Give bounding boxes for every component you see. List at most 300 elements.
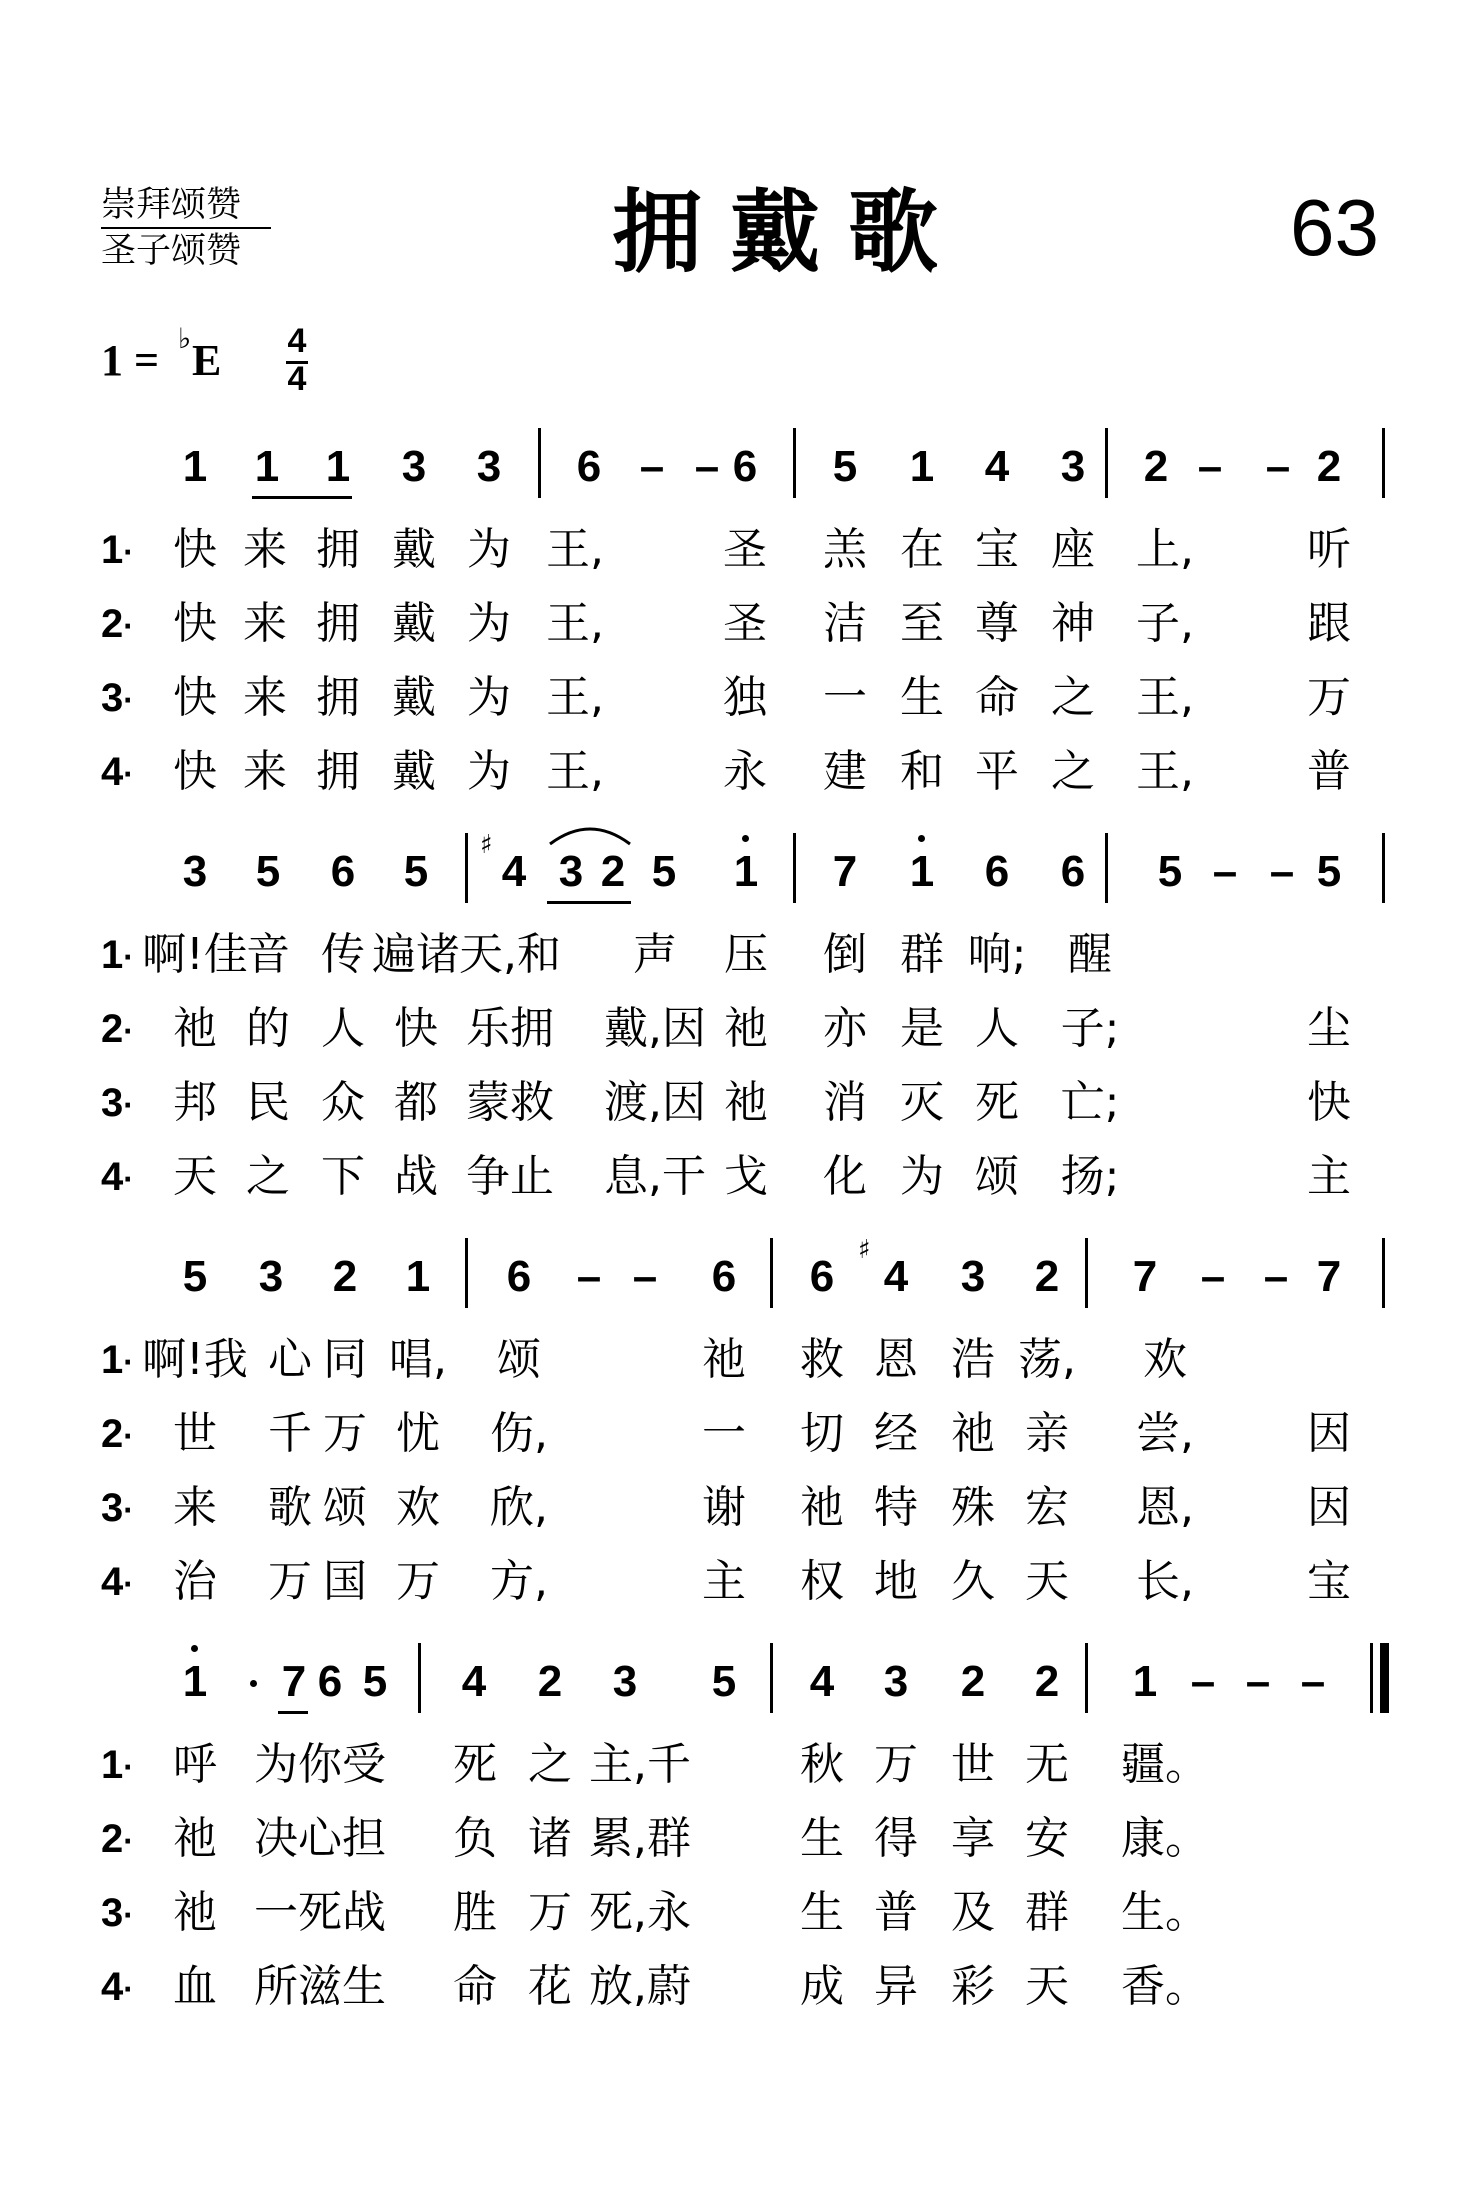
note: 1 — [182, 1657, 208, 1706]
barline — [1085, 1643, 1088, 1713]
note: 7 — [832, 847, 858, 896]
barline — [418, 1643, 421, 1713]
note: 5 — [255, 847, 281, 896]
lyric-syllable: 疆。 — [1121, 1739, 1209, 1790]
barline — [1382, 1238, 1385, 1308]
lyric-syllable: 诸 — [528, 1813, 572, 1864]
lyric-syllable: 天 — [173, 1151, 217, 1202]
key-signature — [101, 336, 159, 386]
lyric-syllable: 主,千 — [589, 1739, 691, 1790]
lyric-syllable: 永 — [723, 746, 767, 797]
lyric-syllable: 戴 — [392, 672, 436, 723]
note: 2 — [1316, 442, 1342, 491]
lyric-syllable: 拥 — [316, 746, 360, 797]
note: 2 — [332, 1252, 358, 1301]
lyric-syllable: 生 — [900, 672, 944, 723]
lyric-syllable: 千 — [268, 1408, 312, 1459]
note: – — [1265, 442, 1291, 491]
lyric-syllable: 祂 — [173, 1887, 217, 1938]
lyric-syllable: 决心担 — [254, 1813, 386, 1864]
lyric-syllable: 命 — [975, 672, 1019, 723]
lyric-syllable: 为你受 — [254, 1739, 386, 1790]
lyric-syllable: 来 — [173, 1482, 217, 1533]
lyric-syllable: 方, — [490, 1556, 548, 1607]
lyric-syllable: 一 — [702, 1408, 746, 1459]
lyric-syllable: 之 — [1051, 746, 1095, 797]
eighth-underline — [252, 496, 352, 499]
note: 6 — [317, 1657, 343, 1706]
lyric-syllable: 伤, — [490, 1408, 548, 1459]
lyric-syllable: 拥 — [316, 598, 360, 649]
note: 3 — [612, 1657, 638, 1706]
lyric-syllable: 跟 — [1307, 598, 1351, 649]
lyric-syllable: 特 — [874, 1482, 918, 1533]
time-signature-top: 4 — [287, 322, 307, 360]
lyric-syllable: 死,永 — [589, 1887, 691, 1938]
note: 3 — [182, 847, 208, 896]
note: – — [694, 442, 720, 491]
lyric-syllable: 一死战 — [254, 1887, 386, 1938]
category-divider — [101, 227, 271, 229]
verse-number: 1· — [101, 528, 134, 572]
lyric-syllable: 王, — [1136, 672, 1194, 723]
note: 5 — [362, 1657, 388, 1706]
lyric-syllable: 遍诸 — [372, 929, 460, 980]
lyric-syllable: 之 — [246, 1151, 290, 1202]
lyric-syllable: 唱, — [389, 1334, 447, 1385]
note: 5 — [711, 1657, 737, 1706]
verse-number: 3· — [101, 1486, 134, 1530]
lyric-syllable: 万 — [268, 1556, 312, 1607]
lyric-syllable: 蒙救 — [466, 1077, 554, 1128]
verse-number: 2· — [101, 1412, 134, 1456]
lyric-syllable: 听 — [1307, 524, 1351, 575]
tie-arc — [545, 818, 635, 848]
lyric-syllable: 来 — [243, 746, 287, 797]
eighth-underline — [547, 901, 631, 904]
lyric-syllable: 洁 — [823, 598, 867, 649]
lyric-syllable: 尘 — [1307, 1003, 1351, 1054]
note: – — [1269, 847, 1295, 896]
lyric-syllable: 之 — [528, 1739, 572, 1790]
hymn-number: 63 — [1290, 183, 1379, 272]
lyric-syllable: 胜 — [453, 1887, 497, 1938]
verse-number: 4· — [101, 1560, 134, 1604]
lyric-syllable: 民 — [246, 1077, 290, 1128]
lyric-syllable: 传 — [321, 929, 365, 980]
lyric-syllable: 长, — [1136, 1556, 1194, 1607]
lyric-syllable: 至 — [900, 598, 944, 649]
lyric-syllable: 呼 — [173, 1739, 217, 1790]
lyric-syllable: 啊!我 — [142, 1334, 248, 1385]
note: – — [1263, 1252, 1289, 1301]
note: 6 — [984, 847, 1010, 896]
lyric-syllable: 颂 — [497, 1334, 541, 1385]
lyric-syllable: 得 — [874, 1813, 918, 1864]
lyric-syllable: 地 — [874, 1556, 918, 1607]
note: – — [639, 442, 665, 491]
lyric-syllable: 啊!佳 — [142, 929, 248, 980]
lyric-syllable: 来 — [243, 672, 287, 723]
note: 3 — [401, 442, 427, 491]
verse-number: 2· — [101, 1817, 134, 1861]
lyric-syllable: 康。 — [1121, 1813, 1209, 1864]
lyric-syllable: 王, — [546, 598, 604, 649]
lyric-syllable: 来 — [243, 598, 287, 649]
lyric-syllable: 声 — [633, 929, 677, 980]
lyric-syllable: 的 — [246, 1003, 290, 1054]
note: 4 — [501, 847, 527, 896]
lyric-syllable: 压 — [724, 929, 768, 980]
note: 5 — [1157, 847, 1183, 896]
lyric-syllable: 独 — [723, 672, 767, 723]
note: 3 — [258, 1252, 284, 1301]
lyric-syllable: 国 — [323, 1556, 367, 1607]
lyric-syllable: 上, — [1136, 524, 1194, 575]
lyric-syllable: 和 — [900, 746, 944, 797]
note: 1 — [254, 442, 280, 491]
lyric-syllable: 祂 — [173, 1813, 217, 1864]
lyric-syllable: 花 — [528, 1961, 572, 2012]
verse-number: 1· — [101, 1743, 134, 1787]
lyric-syllable: 欢 — [1143, 1334, 1187, 1385]
note: 5 — [832, 442, 858, 491]
lyric-syllable: 死 — [453, 1739, 497, 1790]
barline — [1085, 1238, 1088, 1308]
barline — [538, 428, 541, 498]
flat-sign: ♭ — [178, 322, 192, 355]
note: 4 — [461, 1657, 487, 1706]
note: 6 — [1060, 847, 1086, 896]
barline — [1382, 428, 1385, 498]
octave-dot — [918, 835, 925, 842]
lyric-syllable: 欢 — [396, 1482, 440, 1533]
note: 1 — [182, 442, 208, 491]
lyric-syllable: 戴,因 — [604, 1003, 706, 1054]
lyric-syllable: 战 — [394, 1151, 438, 1202]
lyric-syllable: 息,干 — [604, 1151, 706, 1202]
lyric-syllable: 死 — [975, 1077, 1019, 1128]
key-letter: E — [192, 336, 222, 385]
category-bottom: 圣子颂赞 — [101, 231, 242, 271]
note: 5 — [651, 847, 677, 896]
note: 1 — [405, 1252, 431, 1301]
note: 5 — [403, 847, 429, 896]
lyric-syllable: 为 — [467, 672, 511, 723]
lyric-syllable: 血 — [173, 1961, 217, 2012]
verse-number: 4· — [101, 750, 134, 794]
lyric-syllable: 戴 — [392, 746, 436, 797]
lyric-syllable: 同 — [323, 1334, 367, 1385]
lyric-syllable: 扬; — [1060, 1151, 1120, 1202]
note: 6 — [330, 847, 356, 896]
note: 2 — [600, 847, 626, 896]
lyric-syllable: 是 — [900, 1003, 944, 1054]
lyric-syllable: 浩 — [951, 1334, 995, 1385]
lyric-syllable: 尝, — [1136, 1408, 1194, 1459]
lyric-syllable: 圣 — [723, 598, 767, 649]
lyric-syllable: 王, — [546, 524, 604, 575]
lyric-syllable: 恩, — [1136, 1482, 1194, 1533]
lyric-syllable: 万 — [323, 1408, 367, 1459]
lyric-syllable: 为 — [467, 598, 511, 649]
verse-number: 1· — [101, 1338, 134, 1382]
lyric-syllable: 宝 — [975, 524, 1019, 575]
lyric-syllable: 权 — [800, 1556, 844, 1607]
note: 3 — [960, 1252, 986, 1301]
lyric-syllable: 群 — [1025, 1887, 1069, 1938]
lyric-syllable: 累,群 — [589, 1813, 691, 1864]
note: 7 — [1132, 1252, 1158, 1301]
lyric-syllable: 欣, — [490, 1482, 548, 1533]
note: – — [1190, 1657, 1216, 1706]
lyric-syllable: 争止 — [466, 1151, 554, 1202]
lyric-syllable: 秋 — [800, 1739, 844, 1790]
lyric-syllable: 荡, — [1018, 1334, 1076, 1385]
barline — [770, 1238, 773, 1308]
lyric-syllable: 祂 — [702, 1334, 746, 1385]
lyric-syllable: 快 — [173, 672, 217, 723]
octave-dot — [250, 1680, 257, 1687]
verse-number: 1· — [101, 933, 134, 977]
note: 4 — [984, 442, 1010, 491]
note: 6 — [711, 1252, 737, 1301]
note: – — [1300, 1657, 1326, 1706]
lyric-syllable: 亲 — [1025, 1408, 1069, 1459]
lyric-syllable: 因 — [1307, 1482, 1351, 1533]
note: 4 — [809, 1657, 835, 1706]
lyric-syllable: 经 — [874, 1408, 918, 1459]
barline — [770, 1643, 773, 1713]
lyric-syllable: 万 — [528, 1887, 572, 1938]
lyric-syllable: 异 — [874, 1961, 918, 2012]
lyric-syllable: 人 — [321, 1003, 365, 1054]
lyric-syllable: 所滋生 — [254, 1961, 386, 2012]
lyric-syllable: 无 — [1025, 1739, 1069, 1790]
lyric-syllable: 下 — [321, 1151, 365, 1202]
lyric-syllable: 生 — [800, 1887, 844, 1938]
lyric-syllable: 亦 — [823, 1003, 867, 1054]
lyric-syllable: 生。 — [1121, 1887, 1209, 1938]
category-top: 崇拜颂赞 — [101, 185, 242, 225]
octave-dot — [191, 1645, 198, 1652]
eighth-underline — [278, 1711, 308, 1714]
lyric-syllable: 天 — [1025, 1556, 1069, 1607]
note: 1 — [909, 847, 935, 896]
note: 3 — [883, 1657, 909, 1706]
lyric-syllable: 恩 — [874, 1334, 918, 1385]
lyric-syllable: 命 — [453, 1961, 497, 2012]
lyric-syllable: 颂 — [975, 1151, 1019, 1202]
lyric-syllable: 乐拥 — [466, 1003, 554, 1054]
lyric-syllable: 拥 — [316, 672, 360, 723]
lyric-syllable: 快 — [1307, 1077, 1351, 1128]
lyric-syllable: 戈 — [724, 1151, 768, 1202]
lyric-syllable: 都 — [394, 1077, 438, 1128]
lyric-syllable: 亡; — [1060, 1077, 1120, 1128]
lyric-syllable: 世 — [951, 1739, 995, 1790]
lyric-syllable: 主 — [702, 1556, 746, 1607]
lyric-syllable: 渡,因 — [604, 1077, 706, 1128]
note: 1 — [325, 442, 351, 491]
note: 3 — [558, 847, 584, 896]
lyric-syllable: 座 — [1051, 524, 1095, 575]
note: 6 — [732, 442, 758, 491]
lyric-syllable: 忧 — [396, 1408, 440, 1459]
lyric-syllable: 谢 — [702, 1482, 746, 1533]
note: 1 — [1132, 1657, 1158, 1706]
barline — [793, 833, 796, 903]
lyric-syllable: 邦 — [173, 1077, 217, 1128]
lyric-syllable: 久 — [951, 1556, 995, 1607]
lyric-syllable: 天,和 — [459, 929, 561, 980]
lyric-syllable: 切 — [800, 1408, 844, 1459]
lyric-syllable: 为 — [900, 1151, 944, 1202]
sharp-sign: ♯ — [480, 830, 493, 860]
note: 6 — [576, 442, 602, 491]
lyric-syllable: 灭 — [900, 1077, 944, 1128]
lyric-syllable: 快 — [394, 1003, 438, 1054]
lyric-syllable: 群 — [900, 929, 944, 980]
lyric-syllable: 生 — [800, 1813, 844, 1864]
category-block — [101, 183, 271, 283]
lyric-syllable: 王, — [546, 672, 604, 723]
verse-number: 4· — [101, 1965, 134, 2009]
lyric-syllable: 享 — [951, 1813, 995, 1864]
lyric-syllable: 平 — [975, 746, 1019, 797]
note: – — [632, 1252, 658, 1301]
octave-dot — [742, 835, 749, 842]
lyric-syllable: 祂 — [800, 1482, 844, 1533]
verse-number: 3· — [101, 1891, 134, 1935]
lyric-syllable: 彩 — [951, 1961, 995, 2012]
lyric-syllable: 殊 — [951, 1482, 995, 1533]
lyric-syllable: 尊 — [975, 598, 1019, 649]
note: 1 — [733, 847, 759, 896]
barline — [465, 1238, 468, 1308]
lyric-syllable: 祂 — [173, 1003, 217, 1054]
lyric-syllable: 圣 — [723, 524, 767, 575]
lyric-syllable: 祂 — [724, 1003, 768, 1054]
lyric-syllable: 万 — [396, 1556, 440, 1607]
lyric-syllable: 在 — [900, 524, 944, 575]
note: 2 — [1034, 1252, 1060, 1301]
lyric-syllable: 祂 — [951, 1408, 995, 1459]
lyric-syllable: 安 — [1025, 1813, 1069, 1864]
lyric-syllable: 羔 — [823, 524, 867, 575]
lyric-syllable: 及 — [951, 1887, 995, 1938]
lyric-syllable: 神 — [1051, 598, 1095, 649]
note: 2 — [1143, 442, 1169, 491]
lyric-syllable: 建 — [823, 746, 867, 797]
lyric-syllable: 快 — [173, 746, 217, 797]
lyric-syllable: 救 — [800, 1334, 844, 1385]
lyric-syllable: 音 — [246, 929, 290, 980]
key-prefix: 1 = — [101, 336, 160, 385]
page-title: 拥戴歌 — [612, 180, 966, 285]
note: 2 — [537, 1657, 563, 1706]
note: 7 — [281, 1657, 307, 1706]
note: – — [1197, 442, 1223, 491]
note: 6 — [506, 1252, 532, 1301]
verse-number: 4· — [101, 1155, 134, 1199]
note: 3 — [1060, 442, 1086, 491]
lyric-syllable: 为 — [467, 746, 511, 797]
lyric-syllable: 天 — [1025, 1961, 1069, 2012]
lyric-syllable: 为 — [467, 524, 511, 575]
barline — [1105, 428, 1108, 498]
lyric-syllable: 万 — [874, 1739, 918, 1790]
note: 7 — [1316, 1252, 1342, 1301]
lyric-syllable: 主 — [1307, 1151, 1351, 1202]
lyric-syllable: 王, — [1136, 746, 1194, 797]
time-signature-bottom: 4 — [287, 360, 307, 398]
lyric-syllable: 戴 — [392, 524, 436, 575]
lyric-syllable: 颂 — [323, 1482, 367, 1533]
lyric-syllable: 祂 — [724, 1077, 768, 1128]
note: 3 — [476, 442, 502, 491]
lyric-syllable: 宝 — [1307, 1556, 1351, 1607]
lyric-syllable: 响; — [967, 929, 1027, 980]
note: – — [1200, 1252, 1226, 1301]
lyric-syllable: 倒 — [823, 929, 867, 980]
note: 5 — [182, 1252, 208, 1301]
verse-number: 3· — [101, 1081, 134, 1125]
verse-number: 3· — [101, 676, 134, 720]
verse-number: 2· — [101, 1007, 134, 1051]
lyric-syllable: 心 — [268, 1334, 312, 1385]
barline — [1105, 833, 1108, 903]
lyric-syllable: 放,蔚 — [589, 1961, 691, 2012]
barline — [1382, 833, 1385, 903]
note: 2 — [960, 1657, 986, 1706]
lyric-syllable: 醒 — [1068, 929, 1112, 980]
note: 5 — [1316, 847, 1342, 896]
lyric-syllable: 香。 — [1121, 1961, 1209, 2012]
sharp-sign: ♯ — [858, 1235, 871, 1265]
lyric-syllable: 众 — [321, 1077, 365, 1128]
lyric-syllable: 普 — [1307, 746, 1351, 797]
lyric-syllable: 一 — [823, 672, 867, 723]
note: 4 — [883, 1252, 909, 1301]
lyric-syllable: 普 — [874, 1887, 918, 1938]
lyric-syllable: 来 — [243, 524, 287, 575]
note: 2 — [1034, 1657, 1060, 1706]
note: – — [576, 1252, 602, 1301]
lyric-syllable: 子; — [1060, 1003, 1120, 1054]
lyric-syllable: 王, — [546, 746, 604, 797]
final-barline-thick — [1380, 1643, 1389, 1713]
lyric-syllable: 宏 — [1025, 1482, 1069, 1533]
barline — [793, 428, 796, 498]
lyric-syllable: 快 — [173, 598, 217, 649]
note: 6 — [809, 1252, 835, 1301]
lyric-syllable: 歌 — [268, 1482, 312, 1533]
note: 1 — [909, 442, 935, 491]
lyric-syllable: 子, — [1136, 598, 1194, 649]
note: – — [1212, 847, 1238, 896]
lyric-syllable: 消 — [823, 1077, 867, 1128]
lyric-syllable: 化 — [823, 1151, 867, 1202]
lyric-syllable: 人 — [975, 1003, 1019, 1054]
lyric-syllable: 拥 — [316, 524, 360, 575]
lyric-syllable: 负 — [453, 1813, 497, 1864]
lyric-syllable: 治 — [173, 1556, 217, 1607]
final-barline — [1370, 1643, 1373, 1713]
lyric-syllable: 戴 — [392, 598, 436, 649]
lyric-syllable: 快 — [173, 524, 217, 575]
lyric-syllable: 成 — [800, 1961, 844, 2012]
